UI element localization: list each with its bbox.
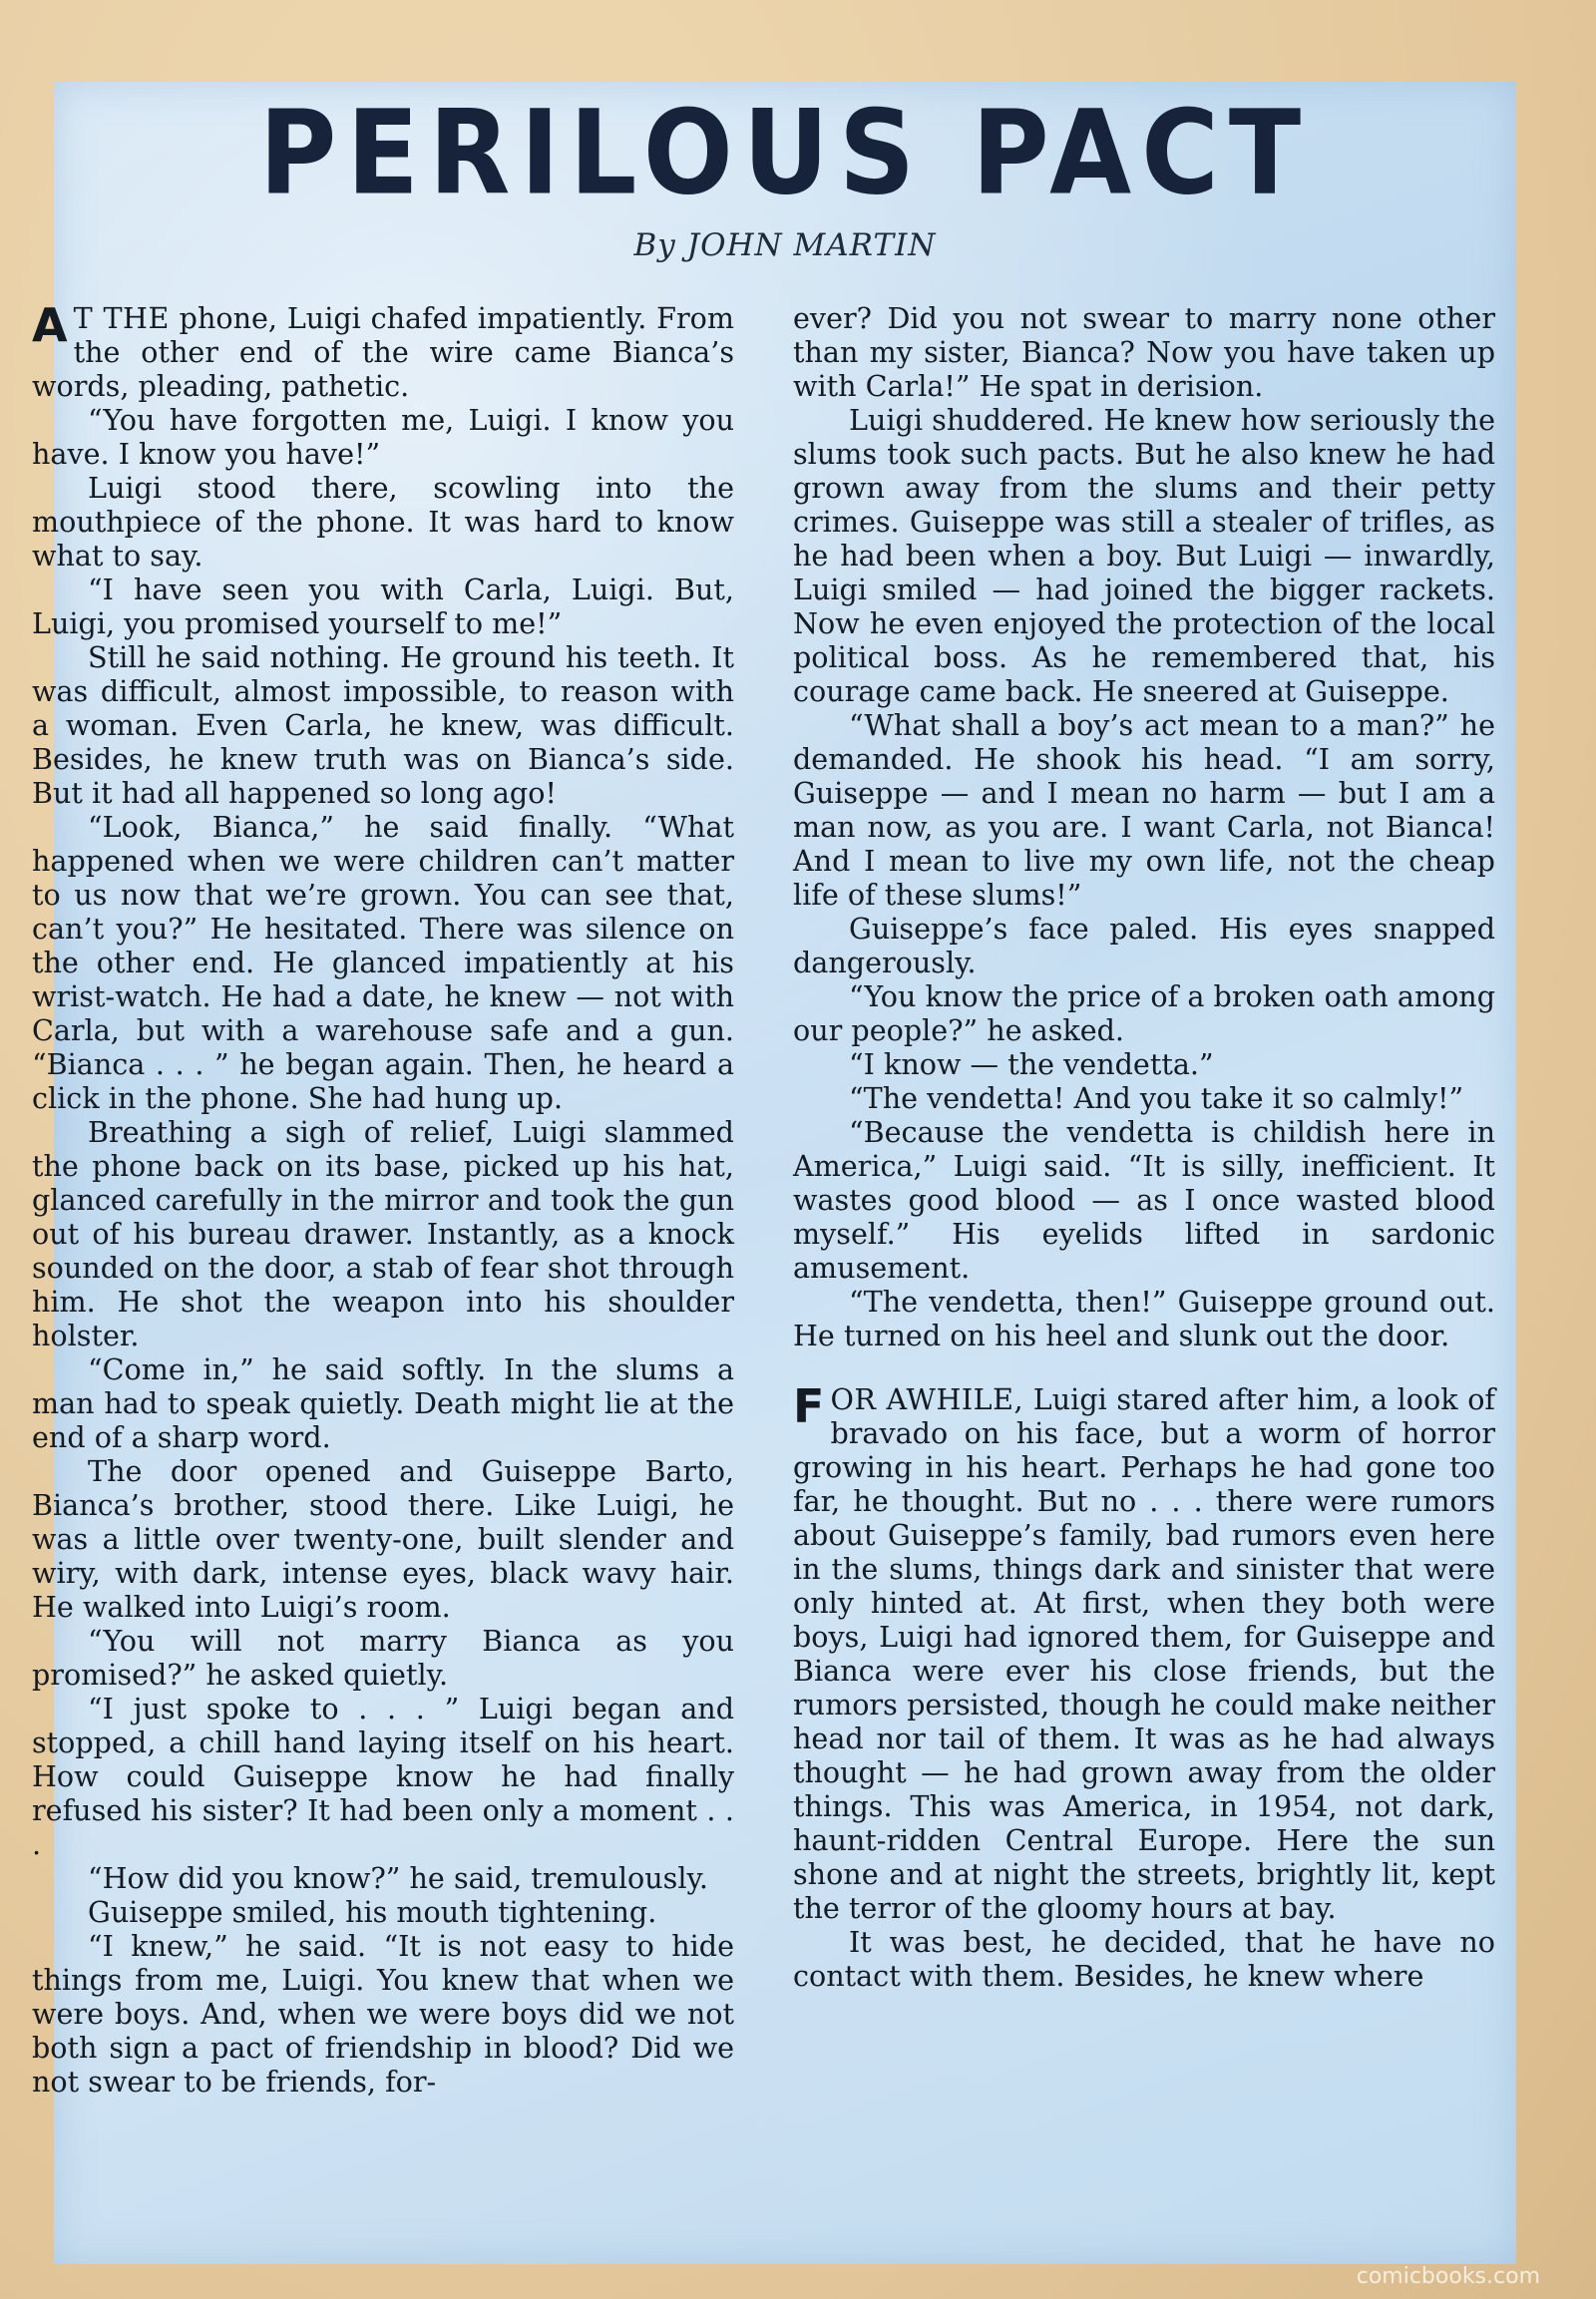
paragraph: “The vendetta! And you take it so calmly!”: [849, 1081, 1464, 1115]
paragraph: “Because the vendetta is childish here in America,” Luigi said. “It is silly, inefficient. It wastes good blood — as I once wasted blood myself.” His eyelids lifted in sardonic amusement.: [793, 1115, 1495, 1285]
paragraph: Still he said nothing. He ground his teeth. It was difficult, almost impossible, to reason with a woman. Even Carla, he knew, was difficult. Besides, he knew truth was on Bianca’s side. But it had all happened so long ago!: [32, 640, 734, 810]
paragraph: “I have seen you with Carla, Luigi. But, Luigi, you promised yourself to me!”: [32, 573, 734, 640]
paragraph: “The vendetta, then!” Guiseppe ground out. He turned on his heel and slunk out the door.: [793, 1285, 1495, 1352]
paragraph-text: Luigi stared after him, a look of bravado on his face, but a worm of horror growing in his heart. Perhaps he had gone too far, he thought. But no . . . there were rumors about Guiseppe’s family, bad rumors even here in the slums, things dark and sinister that were only hinted at. At first, when they both were boys, Luigi had ignored them, for Guiseppe and Bianca were ever his close friends, but the rumors persisted, though he could make neither head nor tail of them. It was as he had always thought — he had grown away from the older things. This was America, in 1954, not dark, haunt-ridden Central Europe. Here the sun shone and at night the streets, brightly lit, kept the terror of the gloomy hours at bay.: [793, 1382, 1495, 1925]
paragraph: “You know the price of a broken oath among our people?” he asked.: [793, 979, 1495, 1047]
left-column: [32, 298, 734, 2099]
paragraph: [32, 298, 734, 403]
paragraph-text: phone, Luigi chafed impatiently. From the other end of the wire came Bianca’s words, pleading, pathetic.: [32, 301, 734, 403]
story-panel: [32, 82, 1516, 2264]
paragraph: Breathing a sigh of relief, Luigi slammed the phone back on its base, picked up his hat, glanced carefully in the mirror and took the gun out of his bureau drawer. Instantly, as a knock sounded on the door, a stab of fear shot through him. He shot the weapon into his shoulder holster.: [32, 1115, 734, 1352]
paragraph: The door opened and Guiseppe Barto, Bianca’s brother, stood there. Like Luigi, he was a little over twenty-one, built slender and wiry, with dark, intense eyes, black wavy hair. He walked into Luigi’s room.: [32, 1454, 734, 1624]
drop-cap: F: [793, 1379, 825, 1433]
paragraph: “Come in,” he said softly. In the slums a man had to speak quietly. Death might lie at the end of a sharp word.: [32, 1352, 734, 1454]
paragraph: “Look, Bianca,” he said finally. “What happened when we were children can’t matter to us now that we’re grown. You can see that, can’t you?” He hesitated. There was silence on the other end. He glanced impatiently at his wrist-watch. He had a date, he knew — not with Carla, but with a warehouse safe and a gun. “Bianca . . . ” he began again. Then, he heard a click in the phone. She had hung up.: [32, 810, 734, 1115]
paragraph: “You will not marry Bianca as you promised?” he asked quietly.: [32, 1624, 734, 1692]
paragraph: “I know — the vendetta.”: [849, 1047, 1214, 1081]
paragraph: It was best, he decided, that he have no contact with them. Besides, he knew where: [793, 1925, 1495, 1993]
paragraph: Luigi shuddered. He knew how seriously the slums took such pacts. But he also knew he had grown away from the slums and their petty crimes. Guiseppe was still a stealer of trifles, as he had been when a boy. But Luigi — inwardly, Luigi smiled — had joined the bigger rackets. Now he even enjoyed the protection of the local political boss. As he remembered that, his courage came back. He sneered at Guiseppe.: [793, 403, 1495, 708]
paragraph: Guiseppe’s face paled. His eyes snapped dangerously.: [793, 912, 1495, 979]
drop-cap: A: [32, 298, 68, 352]
story-title: PERILOUS PACT: [258, 85, 1312, 221]
paragraph: “I knew,” he said. “It is not easy to hide things from me, Luigi. You knew that when we were boys. And, when we were boys did we not both sign a pact of friendship in blood? Did we not swear to be friends, for-: [32, 1929, 734, 2099]
byline: By JOHN MARTIN: [633, 227, 937, 263]
paragraph: “I just spoke to . . . ” Luigi began and stopped, a chill hand laying itself on his heart. How could Guiseppe know he had finally refused his sister? It had been only a moment . . .: [32, 1692, 734, 1861]
paragraph: ever? Did you not swear to marry none other than my sister, Bianca? Now you have taken up with Carla!” He spat in derision.: [793, 301, 1495, 403]
paragraph: “You have forgotten me, Luigi. I know you have. I know you have!”: [32, 403, 734, 471]
paragraph: [793, 1379, 1495, 1925]
paragraph: Luigi stood there, scowling into the mouthpiece of the phone. It was hard to know what to say.: [32, 471, 734, 573]
paragraph: “How did you know?” he said, tremulously.: [88, 1861, 708, 1895]
watermark: comicbooks.com: [1356, 2264, 1540, 2289]
lead-in: T THE: [73, 301, 170, 335]
paragraph: Guiseppe smiled, his mouth tightening.: [88, 1895, 657, 1929]
lead-in: OR AWHILE,: [830, 1382, 1024, 1416]
right-column: [793, 301, 1495, 1993]
paragraph: “What shall a boy’s act mean to a man?” he demanded. He shook his head. “I am sorry, Guiseppe — and I mean no harm — but I am a man now, as you are. I want Carla, not Bianca! And I mean to live my own life, not the cheap life of these slums!”: [793, 708, 1495, 912]
